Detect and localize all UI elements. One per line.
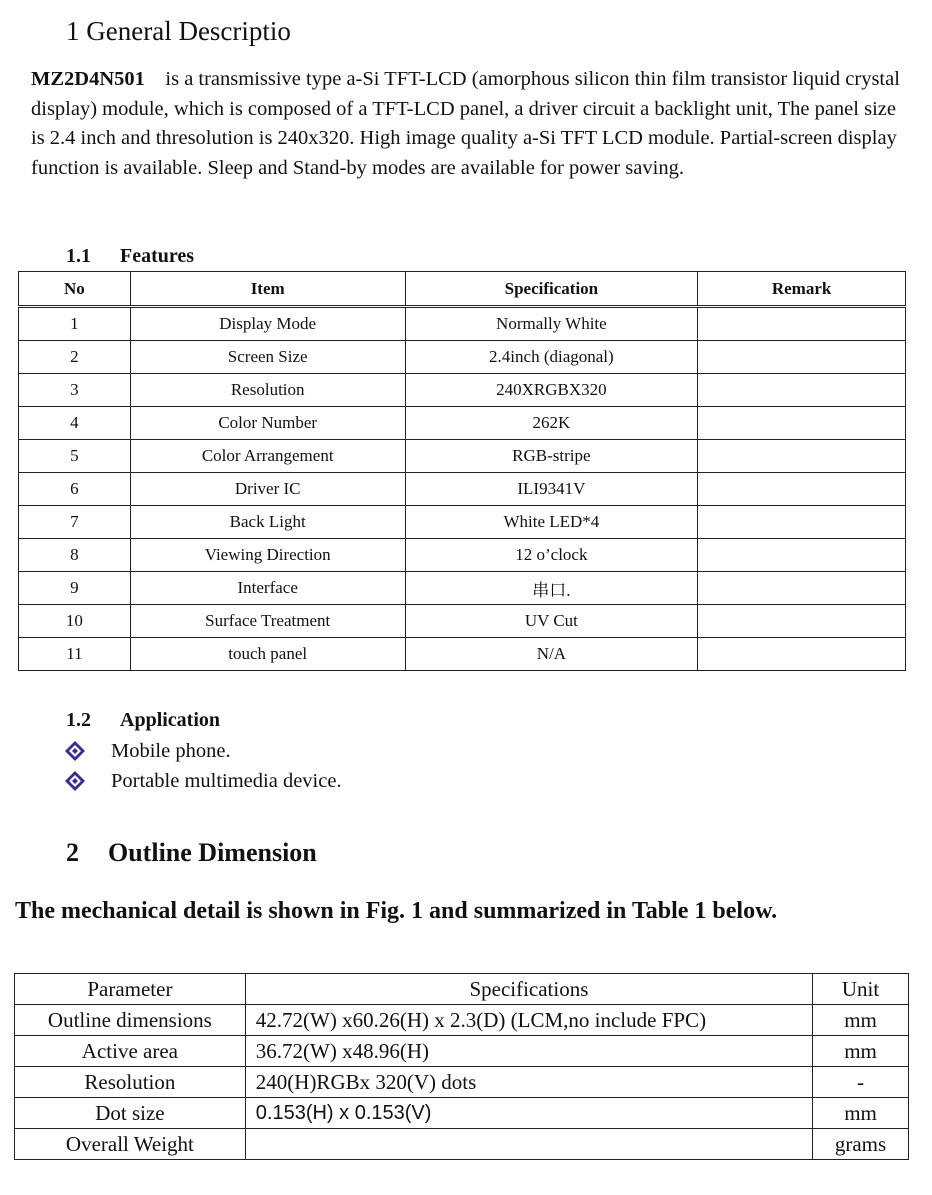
table-row bbox=[15, 1098, 909, 1129]
cell-no: 9 bbox=[19, 572, 131, 605]
cell-specification: 0.153(H) x 0.153(V) bbox=[245, 1098, 812, 1129]
cell-no: 8 bbox=[19, 539, 131, 572]
application-item-text: Mobile phone. bbox=[111, 740, 231, 762]
header-unit: Unit bbox=[813, 974, 909, 1005]
cell-specification: 12 o’clock bbox=[405, 539, 698, 572]
cell-specification: 串口. bbox=[405, 572, 698, 605]
cell-remark bbox=[698, 539, 906, 572]
table-row bbox=[19, 539, 906, 572]
cell-remark bbox=[698, 407, 906, 440]
header-item: Item bbox=[130, 272, 405, 307]
cell-specification: 42.72(W) x60.26(H) x 2.3(D) (LCM,no include FPC) bbox=[245, 1005, 812, 1036]
section-title-general-description: 1 General Descriptio bbox=[66, 16, 291, 46]
header-specification: Specification bbox=[405, 272, 698, 307]
table-row bbox=[15, 1005, 909, 1036]
cell-no: 10 bbox=[19, 605, 131, 638]
cell-specification: ILI9341V bbox=[405, 473, 698, 506]
table-row bbox=[19, 605, 906, 638]
cell-item: Resolution bbox=[130, 374, 405, 407]
cell-no: 7 bbox=[19, 506, 131, 539]
cell-remark bbox=[698, 572, 906, 605]
cell-item: Color Number bbox=[130, 407, 405, 440]
cell-remark bbox=[698, 506, 906, 539]
cell-specification: N/A bbox=[405, 638, 698, 671]
application-heading bbox=[66, 709, 220, 732]
application-title: Application bbox=[120, 709, 221, 731]
cell-item: Screen Size bbox=[130, 341, 405, 374]
cell-specification: 240XRGBX320 bbox=[405, 374, 698, 407]
table-row bbox=[19, 307, 906, 341]
cell-remark bbox=[698, 374, 906, 407]
table-row bbox=[15, 1067, 909, 1098]
header-parameter: Parameter bbox=[15, 974, 246, 1005]
cell-no: 3 bbox=[19, 374, 131, 407]
cell-remark bbox=[698, 605, 906, 638]
mechanical-note: The mechanical detail is shown in Fig. 1 and summarized in Table 1 below. bbox=[15, 898, 778, 924]
application-item-text: Portable multimedia device. bbox=[111, 770, 342, 792]
outline-dimension-heading bbox=[66, 838, 317, 868]
cell-no: 11 bbox=[19, 638, 131, 671]
list-item bbox=[64, 766, 342, 796]
diamond-bullet-icon bbox=[64, 740, 86, 762]
features-title: Features bbox=[120, 245, 195, 267]
cell-unit: grams bbox=[813, 1129, 909, 1160]
cell-no: 4 bbox=[19, 407, 131, 440]
table-row bbox=[19, 473, 906, 506]
cell-specification: 36.72(W) x48.96(H) bbox=[245, 1036, 812, 1067]
cell-parameter: Active area bbox=[15, 1036, 246, 1067]
application-number: 1.2 bbox=[66, 709, 91, 731]
cell-item: Color Arrangement bbox=[130, 440, 405, 473]
cell-parameter: Dot size bbox=[15, 1098, 246, 1129]
section2-title: Outline Dimension bbox=[108, 838, 317, 867]
cell-remark bbox=[698, 440, 906, 473]
cell-item: Display Mode bbox=[130, 307, 405, 341]
cell-parameter: Resolution bbox=[15, 1067, 246, 1098]
features-table bbox=[18, 271, 906, 671]
cell-specification: White LED*4 bbox=[405, 506, 698, 539]
cell-no: 5 bbox=[19, 440, 131, 473]
cell-item: Surface Treatment bbox=[130, 605, 405, 638]
cell-specification: 2.4inch (diagonal) bbox=[405, 341, 698, 374]
cell-item: Viewing Direction bbox=[130, 539, 405, 572]
table-row bbox=[15, 1129, 909, 1160]
table-row bbox=[19, 572, 906, 605]
cell-unit: - bbox=[813, 1067, 909, 1098]
features-number: 1.1 bbox=[66, 245, 91, 267]
cell-specification: 262K bbox=[405, 407, 698, 440]
table-row bbox=[19, 440, 906, 473]
table-row bbox=[19, 638, 906, 671]
general-description-paragraph bbox=[31, 65, 911, 183]
table-row bbox=[15, 1036, 909, 1067]
cell-item: Back Light bbox=[130, 506, 405, 539]
cell-specification: Normally White bbox=[405, 307, 698, 341]
features-heading bbox=[66, 245, 194, 268]
cell-remark bbox=[698, 341, 906, 374]
cell-item: Driver IC bbox=[130, 473, 405, 506]
header-remark: Remark bbox=[698, 272, 906, 307]
diamond-bullet-icon bbox=[64, 770, 86, 792]
cell-no: 6 bbox=[19, 473, 131, 506]
model-name: MZ2D4N501 bbox=[31, 68, 145, 90]
dimensions-table bbox=[14, 973, 909, 1160]
cell-parameter: Overall Weight bbox=[15, 1129, 246, 1160]
cell-remark bbox=[698, 473, 906, 506]
cell-unit: mm bbox=[813, 1036, 909, 1067]
features-header-row bbox=[19, 272, 906, 307]
table-row bbox=[19, 407, 906, 440]
dimensions-header-row bbox=[15, 974, 909, 1005]
header-no: No bbox=[19, 272, 131, 307]
section2-number: 2 bbox=[66, 838, 79, 867]
cell-remark bbox=[698, 307, 906, 341]
cell-specification: RGB-stripe bbox=[405, 440, 698, 473]
header-specifications: Specifications bbox=[245, 974, 812, 1005]
cell-item: touch panel bbox=[130, 638, 405, 671]
table-row bbox=[19, 341, 906, 374]
table-row bbox=[19, 506, 906, 539]
cell-no: 1 bbox=[19, 307, 131, 341]
table-row bbox=[19, 374, 906, 407]
cell-unit: mm bbox=[813, 1005, 909, 1036]
cell-specification bbox=[245, 1129, 812, 1160]
application-list bbox=[64, 736, 342, 796]
cell-parameter: Outline dimensions bbox=[15, 1005, 246, 1036]
cell-specification: UV Cut bbox=[405, 605, 698, 638]
cell-specification: 240(H)RGBx 320(V) dots bbox=[245, 1067, 812, 1098]
description-text: is a transmissive type a-Si TFT-LCD (amorphous silicon thin film transistor liquid crystal display) module, which is composed of a TFT-LCD panel, a driver circuit a backlight unit, The panel size is 2.4 inch and thresolution is 240x320. High image quality a-Si TFT LCD module. Partial-screen display function is available. Sleep and Stand-by modes are available for power saving. bbox=[31, 68, 900, 179]
cell-unit: mm bbox=[813, 1098, 909, 1129]
cell-remark bbox=[698, 638, 906, 671]
cell-no: 2 bbox=[19, 341, 131, 374]
cell-item: Interface bbox=[130, 572, 405, 605]
list-item bbox=[64, 736, 342, 766]
